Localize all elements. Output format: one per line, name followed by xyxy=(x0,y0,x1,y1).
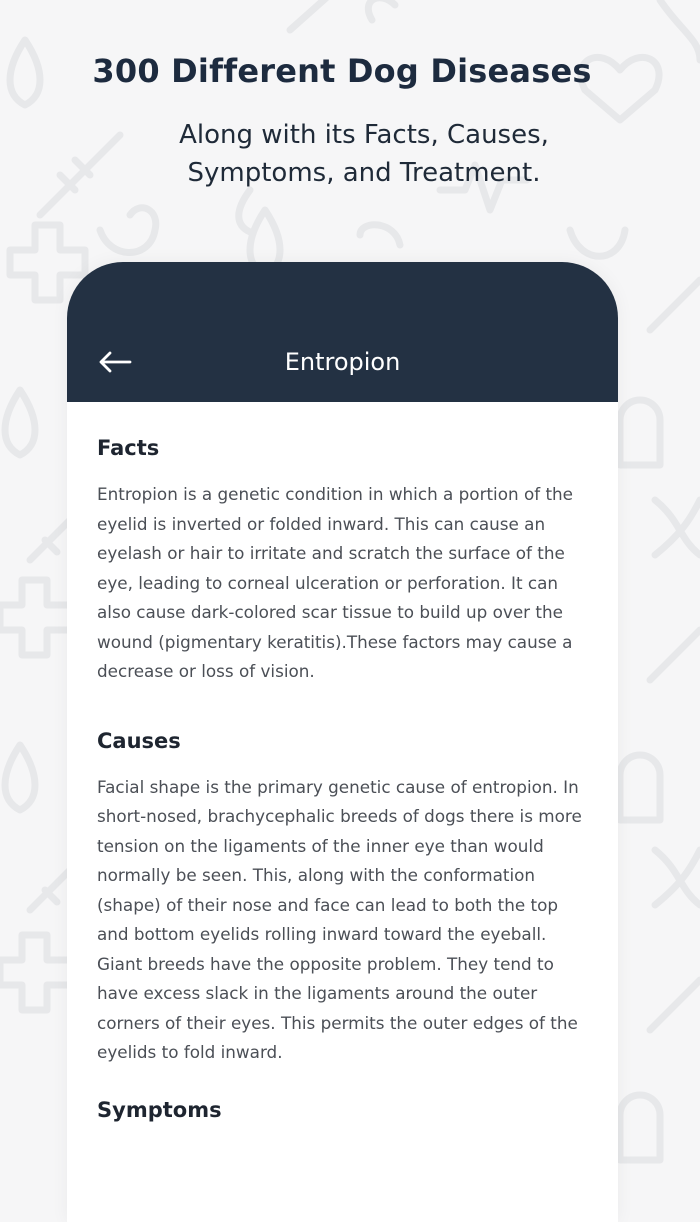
dna-icon xyxy=(655,850,700,905)
causes-section xyxy=(97,727,588,1068)
facts-heading: Facts xyxy=(97,436,160,460)
plus-icon xyxy=(0,935,72,1010)
stethoscope-icon xyxy=(570,230,625,256)
heart-icon xyxy=(368,0,395,20)
facts-text: Entropion is a genetic condition in which a portion of the eyelid is inverted or folded inward. This can cause an eyelash or hair to irritate and scratch the surface of the eye, leading to corneal ulceration or perforation. It can also cause dark-colored scar tissue to build up over the wound (pigmentary keratitis).These factors may cause a decrease or loss of vision. xyxy=(97,484,574,681)
promo-subheadline: Along with its Facts, Causes, Symptoms, and Treatment. xyxy=(179,120,549,188)
stethoscope-icon xyxy=(660,0,700,60)
jar-icon xyxy=(620,755,660,820)
dna-icon xyxy=(655,500,700,555)
plus-icon xyxy=(0,580,72,655)
jar-icon xyxy=(620,1095,660,1160)
stethoscope-icon xyxy=(100,208,156,253)
causes-text: Facial shape is the primary genetic cause of entropion. In short-nosed, brachycephalic breeds of dogs there is more tension on the ligaments of the inner eye than would normally be seen. This, along with the conformation (shape) of their nose and face can lead to both the top and bottom eyelids rolling inward toward the eyeball. Giant breeds have the opposite problem. They tend to have excess slack in the ligaments around the outer corners of their eyes. This permits the outer edges of the eyelids to fold inward. xyxy=(97,776,582,1062)
jar-icon xyxy=(620,400,660,465)
facts-section xyxy=(97,434,588,687)
causes-heading: Causes xyxy=(97,728,181,753)
disease-detail-content[interactable] xyxy=(67,402,618,1124)
screen-title: Entropion xyxy=(284,348,401,376)
drop-icon xyxy=(5,745,35,810)
promo-headline: 300 Different Dog Diseases xyxy=(92,52,592,90)
heartbeat-icon xyxy=(360,225,400,245)
drop-icon xyxy=(239,190,250,232)
app-bar xyxy=(67,262,618,402)
syringe-icon xyxy=(30,520,70,560)
thermometer-icon xyxy=(650,980,700,1030)
thermometer-icon xyxy=(650,630,700,680)
drop-icon xyxy=(5,390,35,455)
symptoms-heading: Symptoms xyxy=(97,1097,222,1122)
symptoms-section xyxy=(97,1096,588,1124)
promo-header xyxy=(0,52,700,192)
syringe-icon xyxy=(30,870,70,910)
thermometer-icon xyxy=(650,280,700,330)
syringe-icon xyxy=(290,0,335,30)
phone-screen xyxy=(67,262,618,1222)
